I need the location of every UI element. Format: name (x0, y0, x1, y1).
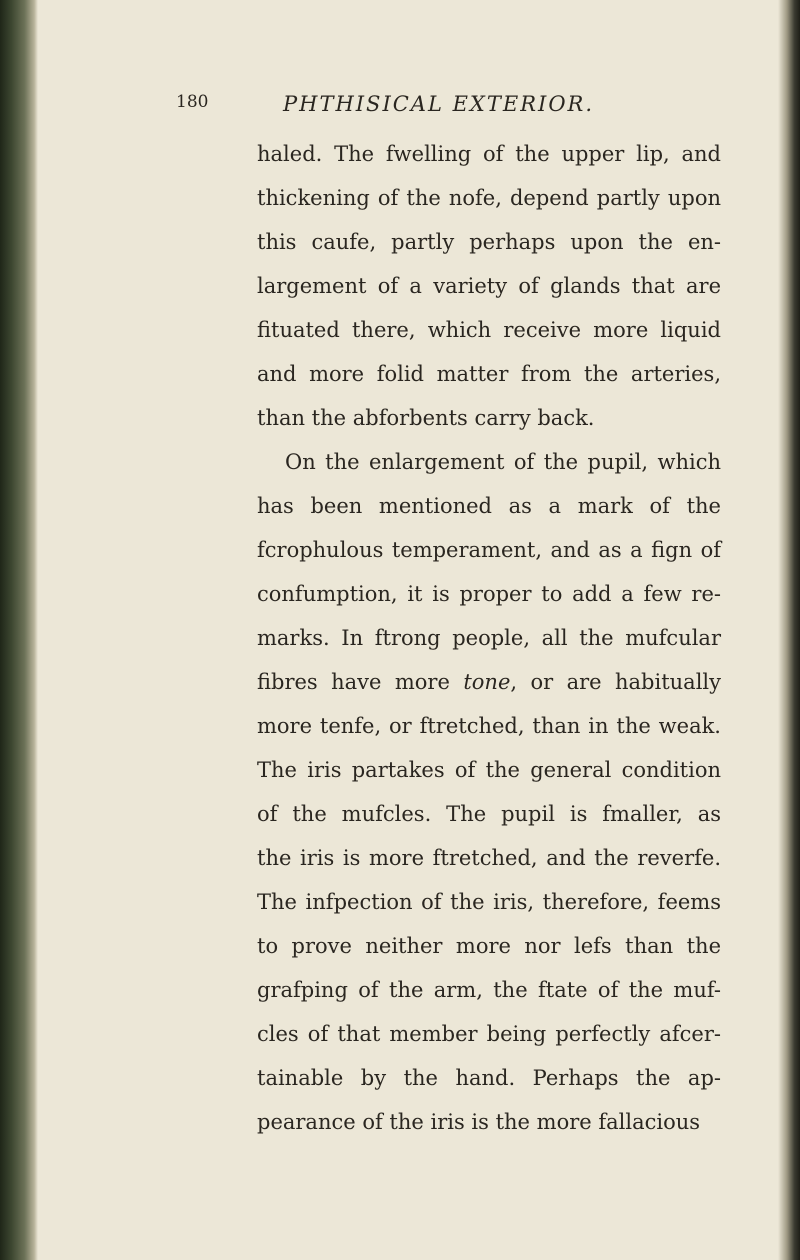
italic-word: tone (463, 670, 511, 694)
book-page (40, 0, 778, 1260)
text-line: grafping of the arm, the ftate of the muf- (257, 978, 721, 1002)
text-line: fituated there, which receive more liquid (257, 318, 721, 342)
text-line: thickening of the nofe, depend partly upon (257, 186, 721, 210)
text-line: marks. In ftrong people, all the mufcular (257, 626, 721, 650)
body-text (257, 132, 721, 1144)
text-line: The iris partakes of the general condition (257, 758, 721, 782)
text-line: the iris is more ftretched, and the reverfe. (257, 846, 721, 870)
text-line: fcrophulous temperament, and as a fign of (257, 538, 721, 562)
text-line: largement of a variety of glands that are (257, 274, 721, 298)
book-gutter-left (0, 0, 38, 1260)
text-line: cles of that member being perfectly afcer- (257, 1022, 721, 1046)
text-line: and more folid matter from the arteries, (257, 362, 721, 386)
text-line-with-italic (257, 660, 721, 704)
text-line: confumption, it is proper to add a few re- (257, 582, 721, 606)
text-line: of the mufcles. The pupil is fmaller, as (257, 802, 721, 826)
text-segment: , or are habitually (510, 670, 721, 694)
book-edge-right (778, 0, 800, 1260)
text-line: to prove neither more nor lefs than the (257, 934, 721, 958)
text-line: tainable by the hand. Perhaps the ap- (257, 1066, 721, 1090)
running-title: PHTHISICAL EXTERIOR. (283, 92, 595, 116)
page-number: 180 (176, 92, 209, 112)
text-line: pearance of the iris is the more fallacious (257, 1110, 701, 1134)
text-line: this caufe, partly perhaps upon the en- (257, 230, 721, 254)
text-segment: fibres have more (257, 670, 450, 694)
text-line: On the enlargement of the pupil, which (285, 450, 721, 474)
text-line: than the abforbents carry back. (257, 406, 595, 430)
text-line: haled. The fwelling of the upper lip, and (257, 142, 721, 166)
text-line: has been mentioned as a mark of the (257, 494, 721, 518)
text-line: more tenfe, or ftretched, than in the weak. (257, 714, 721, 738)
text-line: The infpection of the iris, therefore, feems (257, 890, 721, 914)
page-header (176, 92, 696, 122)
